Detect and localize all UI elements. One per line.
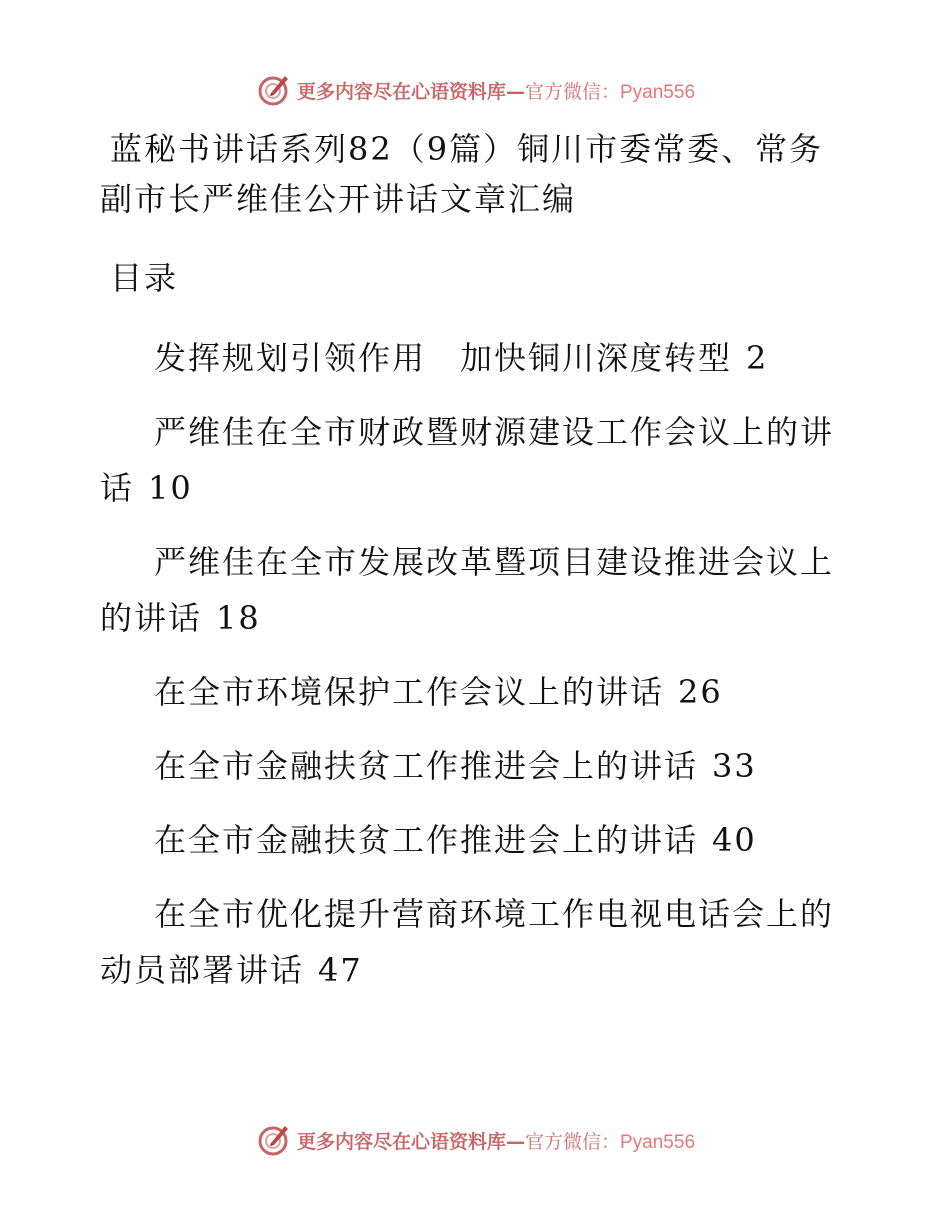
watermark-brand: 更多内容尽在心语资料库 <box>296 1130 506 1153</box>
watermark-text <box>297 1127 695 1154</box>
toc-entry-title: 严维佳在全市财政暨财源建设工作会议上的讲话 <box>100 413 835 507</box>
toc-entry[interactable] <box>100 330 845 386</box>
toc-entry-page: 47 <box>318 951 363 989</box>
watermark-dash: — <box>505 80 525 103</box>
toc-entry[interactable] <box>100 812 845 868</box>
toc-entry-page: 33 <box>712 747 757 785</box>
toc-entry-page: 2 <box>746 339 769 377</box>
pen-nib-logo-icon <box>255 72 291 108</box>
watermark-wechat-label: 官方微信： <box>524 80 620 103</box>
document-title: 蓝秘书讲话系列82（9篇）铜川市委常委、常务副市长严维佳公开讲话文章汇编 <box>100 130 824 218</box>
toc-entry[interactable] <box>100 886 845 998</box>
toc-entry-title: 在全市金融扶贫工作推进会上的讲话 <box>154 747 699 785</box>
toc-entry[interactable] <box>100 534 845 646</box>
table-of-contents <box>100 330 845 1016</box>
watermark-dash: — <box>505 1130 525 1153</box>
watermark-header <box>0 70 950 110</box>
pen-nib-logo-icon <box>255 1122 291 1158</box>
toc-entry[interactable] <box>100 738 845 794</box>
toc-entry-page: 18 <box>216 599 261 637</box>
toc-entry-title: 严维佳在全市发展改革暨项目建设推进会议上的讲话 <box>100 543 835 637</box>
toc-entry-title: 发挥规划引领作用 加快铜川深度转型 <box>154 339 733 377</box>
watermark-wechat-id: Pyan556 <box>620 81 696 103</box>
toc-entry-title: 在全市优化提升营商环境工作电视电话会上的动员部署讲话 <box>100 895 835 989</box>
watermark-wechat-label: 官方微信： <box>524 1130 620 1153</box>
toc-heading: 目录 <box>110 259 179 297</box>
toc-entry-title: 在全市金融扶贫工作推进会上的讲话 <box>154 821 699 859</box>
watermark-wechat-id: Pyan556 <box>620 1131 696 1153</box>
watermark-text <box>297 77 695 104</box>
toc-entry[interactable] <box>100 664 845 720</box>
toc-entry-page: 26 <box>678 673 723 711</box>
toc-entry-title: 在全市环境保护工作会议上的讲话 <box>154 673 665 711</box>
watermark-footer <box>0 1120 950 1160</box>
watermark-brand: 更多内容尽在心语资料库 <box>296 80 506 103</box>
toc-entry[interactable] <box>100 404 845 516</box>
toc-entry-page: 40 <box>712 821 757 859</box>
toc-entry-page: 10 <box>148 469 193 507</box>
